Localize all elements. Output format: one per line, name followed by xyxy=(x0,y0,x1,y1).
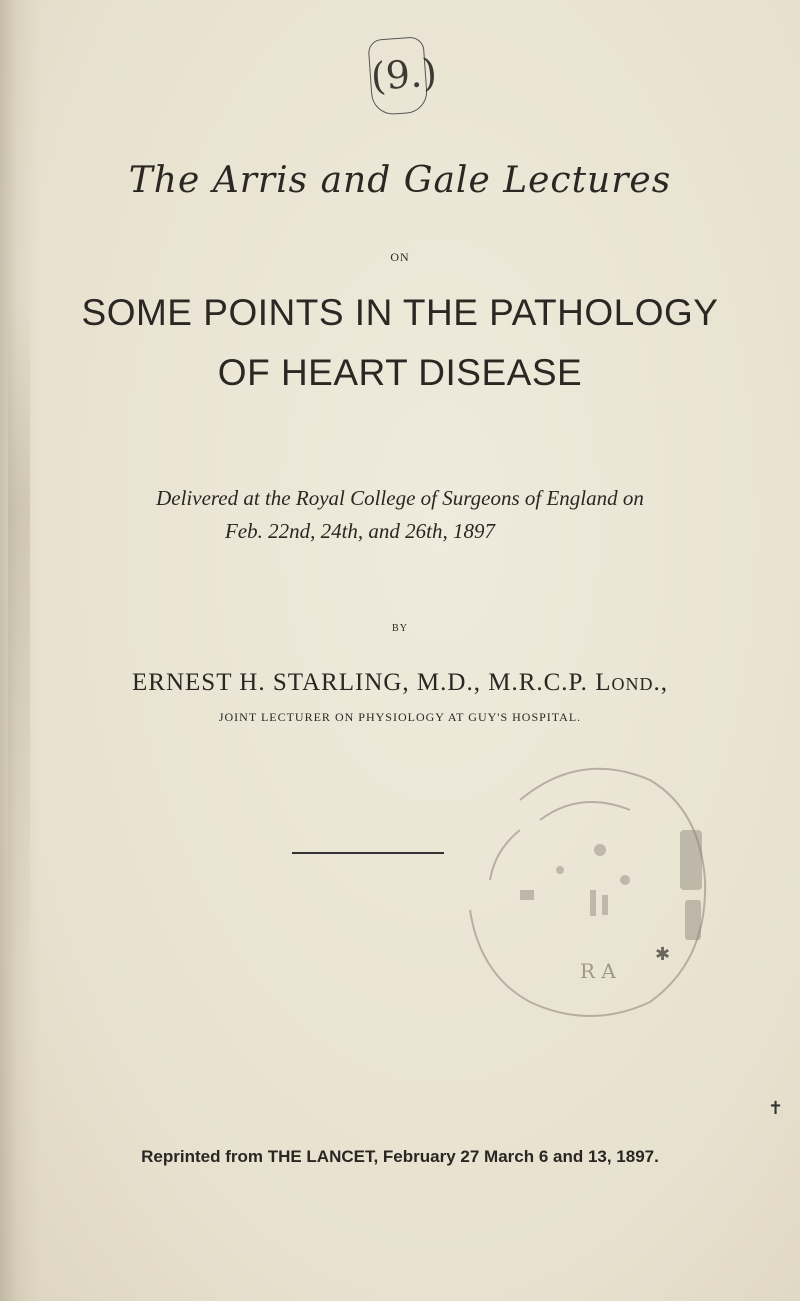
main-heading-line-1: SOME POINTS IN THE PATHOLOGY xyxy=(81,292,719,333)
author xyxy=(0,669,800,697)
by-label: BY xyxy=(392,623,408,634)
lecture-series-title: The Arris and Gale Lectures xyxy=(128,160,672,201)
reprint-note: Reprinted from THE LANCET, February 27 March 6 and 13, 1897. xyxy=(141,1147,659,1166)
library-stamp-icon xyxy=(450,740,715,1020)
divider-rule xyxy=(292,852,444,854)
svg-text:R A: R A xyxy=(580,959,616,983)
main-heading-line-2: OF HEART DISEASE xyxy=(217,352,583,393)
author-position: JOINT LECTURER ON PHYSIOLOGY AT GUY'S HOSPITAL. xyxy=(218,710,582,724)
svg-text:✱: ✱ xyxy=(655,944,671,965)
delivered-line-2: Feb. 22nd, 24th, and 26th, 1897 xyxy=(224,519,496,543)
delivered-line-1: Delivered at the Royal College of Surgeons of England on xyxy=(156,486,644,510)
shelfmark: (9.) xyxy=(367,36,428,116)
author-suffix: Lond., xyxy=(595,669,668,696)
page-stain xyxy=(8,300,30,1000)
margin-mark: ✝ xyxy=(768,1098,784,1119)
on-label: ON xyxy=(390,250,410,264)
author-name: ERNEST H. STARLING, M.D., M.R.C.P. xyxy=(132,669,588,696)
